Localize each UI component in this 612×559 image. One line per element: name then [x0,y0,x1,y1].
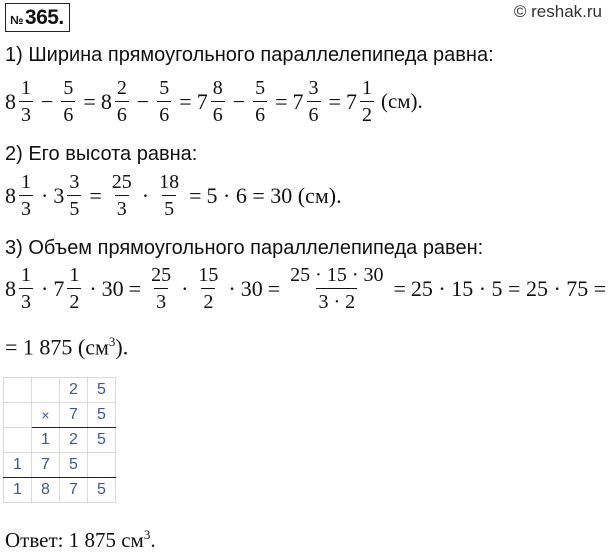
denominator: 2 [67,288,81,312]
mixed-whole: 7 [292,88,304,114]
grid-cell [4,428,32,453]
fraction [110,172,134,219]
step2-equation [5,172,342,219]
mixed-whole: 7 [345,88,357,114]
dot-sign: · [181,275,189,301]
problem-number: 365. [24,6,64,29]
fraction [288,265,385,312]
fraction [196,265,220,312]
equals-sign: = [275,88,288,114]
number-sign: № [10,13,23,27]
minus-sign: − [136,88,150,114]
fraction [211,78,225,125]
denominator: 3 [154,288,168,312]
equals-sign: = [128,275,142,301]
step2-title: 2) Его высота равна: [5,143,198,165]
denominator: 3 · 2 [316,288,357,312]
equals-sign: = [189,182,202,208]
table-row [4,478,116,503]
fraction [19,78,33,125]
grid-cell: 5 [88,378,116,403]
numerator: 5 [255,77,266,99]
denominator: 3 [19,101,33,125]
grid-cell: 1 [4,453,32,478]
denominator: 6 [211,101,225,125]
equals-sign: = [83,88,96,114]
grid-cell: 5 [88,428,116,453]
mixed-whole: 7 [196,88,208,114]
fraction [67,265,81,312]
numerator: 2 [116,77,127,99]
grid-cell [4,378,32,403]
grid-cell: 8 [32,478,60,503]
grid-cell: 7 [60,478,88,503]
numerator: 1 [69,264,80,286]
denominator: 3 [19,288,33,312]
step1-title: 1) Ширина прямоугольного параллелепипеда равна: [5,44,494,66]
mixed-whole: 3 [53,182,65,208]
answer-prefix: Ответ: 1 875 см [5,528,144,552]
unit-label: (см). [380,89,423,113]
step3-product-chain: 25 · 15 · 5 = 25 · 75 = [410,275,607,301]
table-row [4,453,116,478]
mixed-whole: 8 [5,88,16,114]
denominator: 2 [201,288,215,312]
denominator: 2 [360,101,374,125]
mixed-whole: 7 [53,275,65,301]
denominator: 6 [115,101,129,125]
numerator: 3 [69,171,80,193]
grid-cell: 5 [60,453,88,478]
mixed-whole: 8 [5,182,16,208]
fraction [360,78,374,125]
step1-equation [5,78,423,125]
fraction [19,172,33,219]
exponent: 3 [143,527,151,542]
numerator: 25 [111,171,132,193]
answer-suffix: . [150,528,156,552]
numerator: 1 [361,77,372,99]
fraction [67,172,81,219]
mixed-whole: 8 [5,275,16,301]
factor: 30 [101,275,124,301]
dot-sign: · [228,275,236,301]
step2-result: 5 · 6 = 30 (см). [206,182,342,208]
equals-sign: = [267,275,281,301]
denominator: 5 [67,195,81,219]
step3-result [5,334,128,360]
fraction [307,78,321,125]
grid-cell: 5 [88,403,116,428]
equals-sign: = [89,182,102,208]
answer [5,527,156,553]
minus-sign: − [41,88,54,114]
times-sign: × [32,403,60,428]
grid-cell: 5 [88,478,116,503]
step3-equation [5,265,606,312]
grid-cell [4,403,32,428]
result-prefix: = 1 875 (см [5,334,109,360]
denominator: 6 [157,101,171,125]
step3-title: 3) Объем прямоугольного параллелепипеда равен: [5,237,484,259]
fraction [157,172,181,219]
exponent: 3 [108,334,116,349]
denominator: 3 [115,195,129,219]
numerator: 5 [159,77,170,99]
watermark: © reshak.ru [513,2,602,21]
grid-cell [88,453,116,478]
grid-cell: 1 [32,428,60,453]
table-row [4,378,116,403]
denominator: 6 [253,101,267,125]
dot-sign: · [41,182,49,208]
table-row [4,403,116,428]
fraction [253,78,267,125]
denominator: 5 [162,195,176,219]
fraction [19,265,33,312]
factor: 30 [240,275,263,301]
grid-cell [32,378,60,403]
grid-cell: 2 [60,378,88,403]
column-multiplication [3,377,116,503]
minus-sign: − [232,88,246,114]
result-suffix: ). [115,334,129,360]
numerator: 15 [198,264,219,286]
multiplication-table [3,377,116,503]
fraction [61,78,75,125]
equals-sign: = [328,88,341,114]
numerator: 3 [308,77,319,99]
denominator: 3 [19,195,33,219]
mixed-whole: 8 [100,88,112,114]
dot-sign: · [41,275,49,301]
dot-sign: · [89,275,97,301]
fraction [157,78,171,125]
denominator: 6 [61,101,75,125]
numerator: 1 [21,171,31,193]
numerator: 5 [63,77,74,99]
problem-number-badge [5,3,70,32]
grid-cell: 1 [4,478,32,503]
dot-sign: · [141,182,150,208]
numerator: 8 [212,77,223,99]
numerator: 1 [21,77,31,99]
equals-sign: = [393,275,406,301]
denominator: 6 [307,101,321,125]
fraction [115,78,129,125]
numerator: 1 [21,264,31,286]
equals-sign: = [179,88,192,114]
grid-cell: 7 [32,453,60,478]
fraction [149,265,173,312]
numerator: 25 [151,264,172,286]
numerator: 25 · 15 · 30 [290,264,384,286]
grid-cell: 2 [60,428,88,453]
numerator: 18 [159,171,180,193]
table-row [4,428,116,453]
grid-cell: 7 [60,403,88,428]
